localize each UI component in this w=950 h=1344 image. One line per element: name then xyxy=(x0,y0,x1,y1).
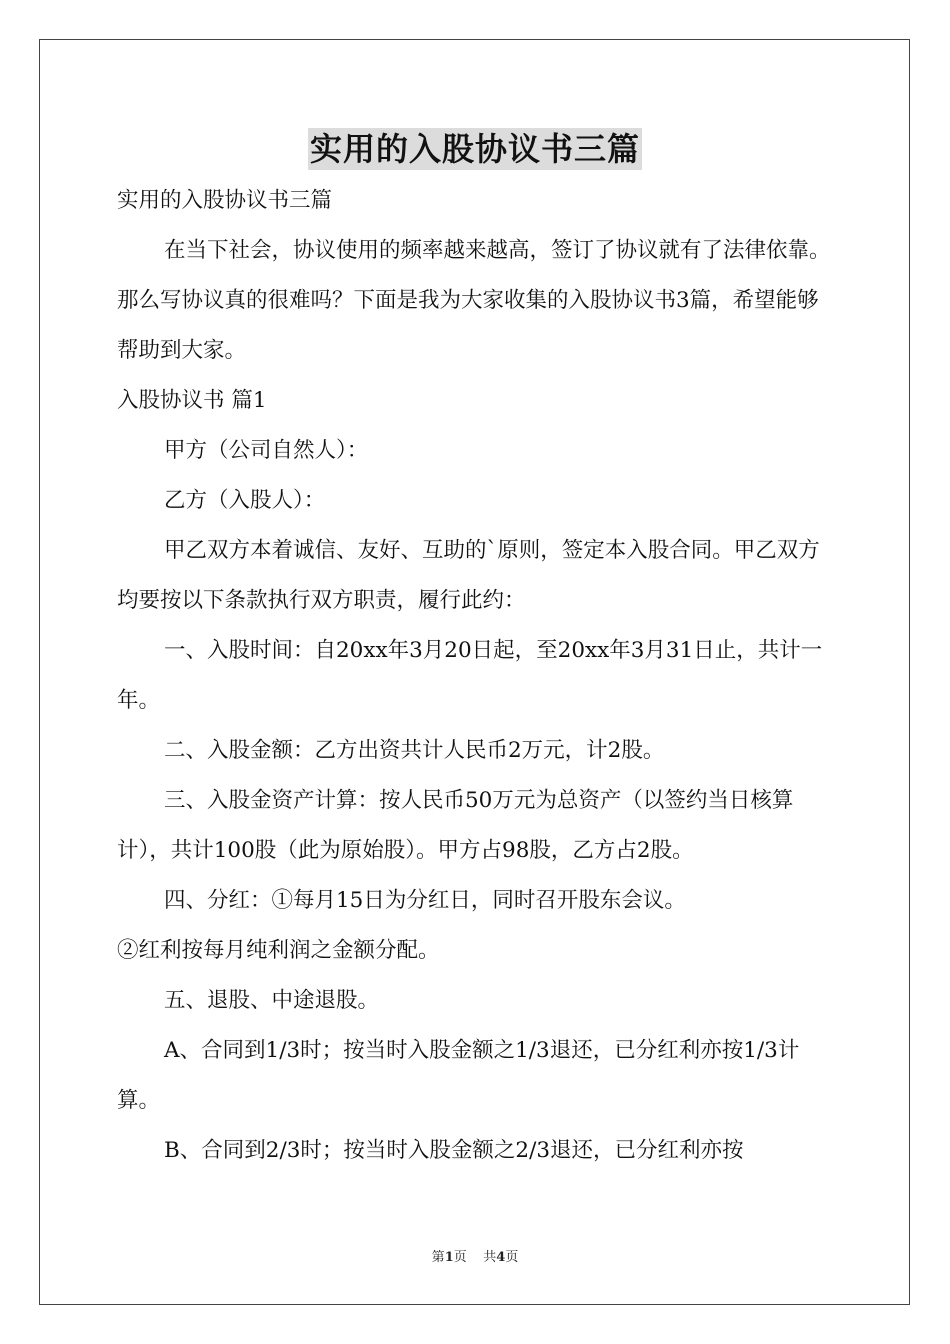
footer-mid: 页 共 xyxy=(453,1250,497,1265)
footer-prefix: 第 xyxy=(431,1250,445,1265)
paragraph: 五、退股、中途退股。 xyxy=(164,988,380,1013)
document-title: 实用的入股协议书三篇 xyxy=(309,130,640,168)
paragraph: B、合同到2/3时；按当时入股金额之2/3退还，已分红利亦按 xyxy=(164,1138,744,1163)
paragraph: A、合同到1/3时；按当时入股金额之1/3退还，已分红利亦按1/3计算。 xyxy=(117,1038,800,1113)
paragraph: 实用的入股协议书三篇 xyxy=(117,188,333,213)
paragraph: 在当下社会，协议使用的频率越来越高，签订了协议就有了法律依靠。那么写协议真的很难吗？下面是我为大家收集的入股协议书3篇，希望能够帮助到大家。 xyxy=(117,238,831,363)
paragraph: 二、入股金额：乙方出资共计人民币2万元，计2股。 xyxy=(164,738,665,763)
paragraph: ②红利按每月纯利润之金额分配。 xyxy=(117,938,440,963)
title-area xyxy=(0,128,950,170)
paragraph: 三、入股金资产计算：按人民币50万元为总资产（以签约当日核算计），共计100股（此为原始股）。甲方占98股，乙方占2股。 xyxy=(117,788,794,863)
paragraph: 乙方（入股人）： xyxy=(164,488,326,513)
section-heading: 入股协议书 篇1 xyxy=(117,388,267,413)
footer-suffix: 页 xyxy=(505,1250,519,1265)
paragraph: 四、分红：①每月15日为分红日，同时召开股东会议。 xyxy=(164,888,686,913)
current-page-number: 1 xyxy=(444,1250,454,1265)
paragraph: 一、入股时间：自20xx年3月20日起，至20xx年3月31日止，共计一 年。 xyxy=(117,638,823,713)
paragraph: 甲乙双方本着诚信、友好、互助的`原则，签定本入股合同。甲乙双方均要按以下条款执行双方职责，履行此约： xyxy=(117,538,820,613)
page-footer xyxy=(0,1246,950,1265)
paragraph: 甲方（公司自然人）： xyxy=(164,438,369,463)
total-page-number: 4 xyxy=(496,1250,506,1265)
document-body xyxy=(117,176,837,1176)
